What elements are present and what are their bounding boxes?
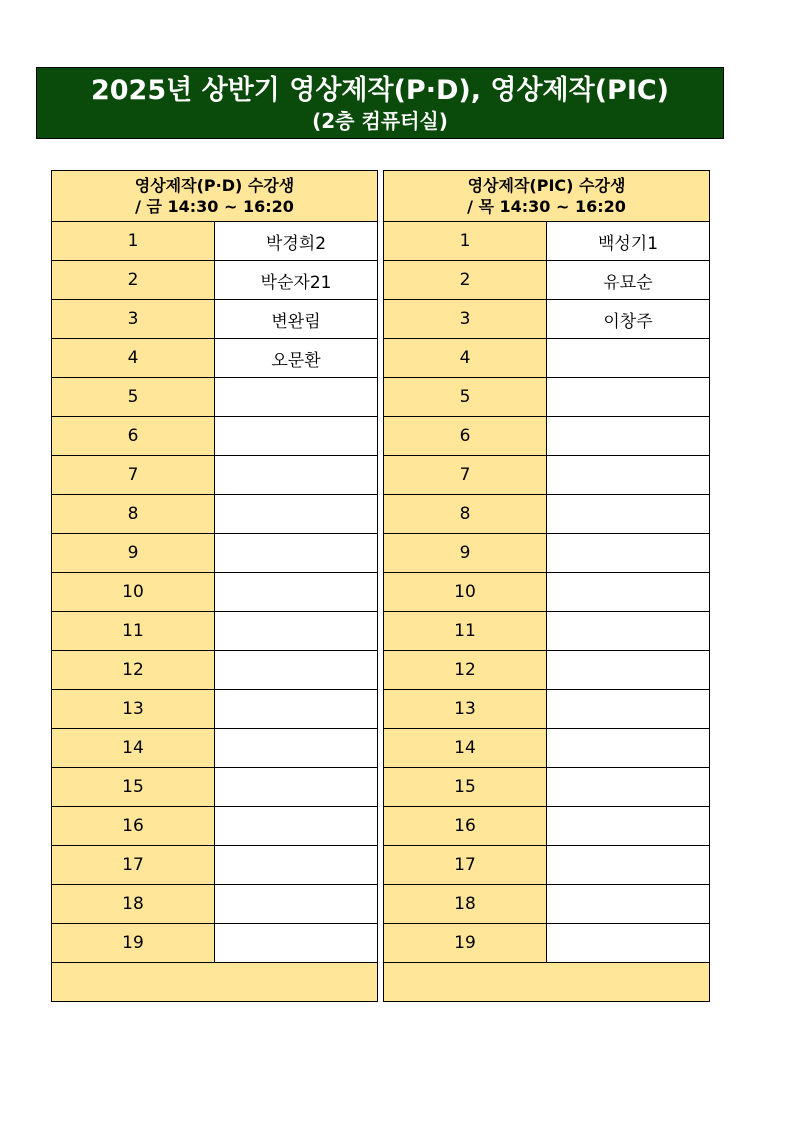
- student-name: [215, 729, 378, 768]
- table-row: [52, 690, 378, 729]
- student-name: [547, 339, 710, 378]
- table-row: [52, 495, 378, 534]
- row-number: 5: [52, 378, 215, 417]
- table-row: [384, 339, 710, 378]
- table-row: [384, 573, 710, 612]
- student-name: [547, 378, 710, 417]
- roster-footer-row: [384, 963, 710, 1002]
- student-name: [215, 924, 378, 963]
- row-number: 10: [52, 573, 215, 612]
- table-row: [384, 534, 710, 573]
- table-row: [52, 261, 378, 300]
- roster-rows: [52, 222, 378, 963]
- row-number: 6: [384, 417, 547, 456]
- roster-rows: [384, 222, 710, 963]
- row-number: 5: [384, 378, 547, 417]
- row-number: 12: [384, 651, 547, 690]
- student-name: [547, 612, 710, 651]
- student-name: 오문환: [215, 339, 378, 378]
- student-name: [547, 846, 710, 885]
- roster-footer-row: [52, 963, 378, 1002]
- table-row: [52, 222, 378, 261]
- student-name: [215, 534, 378, 573]
- student-name: 변완림: [215, 300, 378, 339]
- student-name: 박순자21: [215, 261, 378, 300]
- row-number: 7: [384, 456, 547, 495]
- table-row: [52, 339, 378, 378]
- table-row: [384, 768, 710, 807]
- roster-header: [384, 171, 710, 222]
- page-subtitle: (2층 컴퓨터실): [312, 109, 448, 133]
- table-row: [384, 846, 710, 885]
- row-number: 15: [52, 768, 215, 807]
- row-number: 6: [52, 417, 215, 456]
- student-name: [547, 768, 710, 807]
- row-number: 2: [52, 261, 215, 300]
- table-row: [52, 846, 378, 885]
- row-number: 8: [52, 495, 215, 534]
- roster-header-title: 영상제작(P·D) 수강생: [134, 176, 295, 195]
- table-row: [52, 768, 378, 807]
- row-number: 14: [52, 729, 215, 768]
- table-row: [384, 651, 710, 690]
- student-name: [547, 651, 710, 690]
- student-name: [547, 534, 710, 573]
- table-row: [384, 924, 710, 963]
- row-number: 14: [384, 729, 547, 768]
- row-number: 3: [384, 300, 547, 339]
- student-name: [215, 495, 378, 534]
- student-name: [215, 885, 378, 924]
- row-number: 15: [384, 768, 547, 807]
- row-number: 9: [52, 534, 215, 573]
- row-number: 17: [52, 846, 215, 885]
- student-name: [215, 807, 378, 846]
- table-row: [52, 807, 378, 846]
- table-row: [52, 924, 378, 963]
- roster-footer-cell: [52, 963, 378, 1002]
- student-name: 유묘순: [547, 261, 710, 300]
- roster-footer-cell: [384, 963, 710, 1002]
- row-number: 4: [52, 339, 215, 378]
- student-name: [215, 612, 378, 651]
- row-number: 8: [384, 495, 547, 534]
- table-row: [384, 612, 710, 651]
- row-number: 16: [384, 807, 547, 846]
- row-number: 13: [52, 690, 215, 729]
- row-number: 18: [52, 885, 215, 924]
- student-name: [215, 417, 378, 456]
- table-row: [52, 417, 378, 456]
- table-row: [384, 885, 710, 924]
- table-row: [52, 612, 378, 651]
- row-number: 12: [52, 651, 215, 690]
- roster-header-schedule: / 금 14:30 ~ 16:20: [135, 197, 294, 216]
- student-name: [215, 456, 378, 495]
- table-row: [384, 807, 710, 846]
- table-row: [52, 729, 378, 768]
- table-row: [52, 534, 378, 573]
- page-title: 2025년 상반기 영상제작(P·D), 영상제작(PIC): [90, 75, 670, 106]
- table-row: [384, 456, 710, 495]
- table-row: [52, 378, 378, 417]
- row-number: 11: [52, 612, 215, 651]
- table-row: [384, 729, 710, 768]
- student-name: [547, 456, 710, 495]
- student-name: [215, 846, 378, 885]
- student-name: [547, 495, 710, 534]
- row-number: 2: [384, 261, 547, 300]
- table-row: [52, 885, 378, 924]
- table-row: [384, 495, 710, 534]
- table-row: [384, 300, 710, 339]
- table-row: [52, 300, 378, 339]
- row-number: 1: [52, 222, 215, 261]
- row-number: 7: [52, 456, 215, 495]
- row-number: 11: [384, 612, 547, 651]
- table-row: [384, 378, 710, 417]
- table-row: [52, 573, 378, 612]
- roster-header-title: 영상제작(PIC) 수강생: [467, 176, 626, 195]
- student-name: [215, 768, 378, 807]
- row-number: 4: [384, 339, 547, 378]
- student-name: [215, 573, 378, 612]
- table-row: [52, 456, 378, 495]
- student-name: [547, 573, 710, 612]
- row-number: 19: [52, 924, 215, 963]
- student-name: [547, 885, 710, 924]
- table-row: [384, 417, 710, 456]
- student-name: [547, 690, 710, 729]
- student-name: [215, 378, 378, 417]
- title-banner: [36, 67, 724, 139]
- table-row: [52, 651, 378, 690]
- table-row: [384, 261, 710, 300]
- row-number: 3: [52, 300, 215, 339]
- student-name: 이창주: [547, 300, 710, 339]
- table-row: [384, 690, 710, 729]
- student-name: [547, 807, 710, 846]
- row-number: 18: [384, 885, 547, 924]
- student-name: [215, 651, 378, 690]
- student-name: [215, 690, 378, 729]
- student-name: 박경희2: [215, 222, 378, 261]
- row-number: 19: [384, 924, 547, 963]
- row-number: 9: [384, 534, 547, 573]
- table-row: [384, 222, 710, 261]
- student-name: [547, 417, 710, 456]
- row-number: 1: [384, 222, 547, 261]
- roster-header-schedule: / 목 14:30 ~ 16:20: [467, 197, 626, 216]
- roster-header: [52, 171, 378, 222]
- student-name: [547, 729, 710, 768]
- row-number: 10: [384, 573, 547, 612]
- row-number: 13: [384, 690, 547, 729]
- student-name: 백성기1: [547, 222, 710, 261]
- student-name: [547, 924, 710, 963]
- roster-table-pic: [383, 170, 710, 1002]
- row-number: 16: [52, 807, 215, 846]
- roster-table-pd: [51, 170, 378, 1002]
- row-number: 17: [384, 846, 547, 885]
